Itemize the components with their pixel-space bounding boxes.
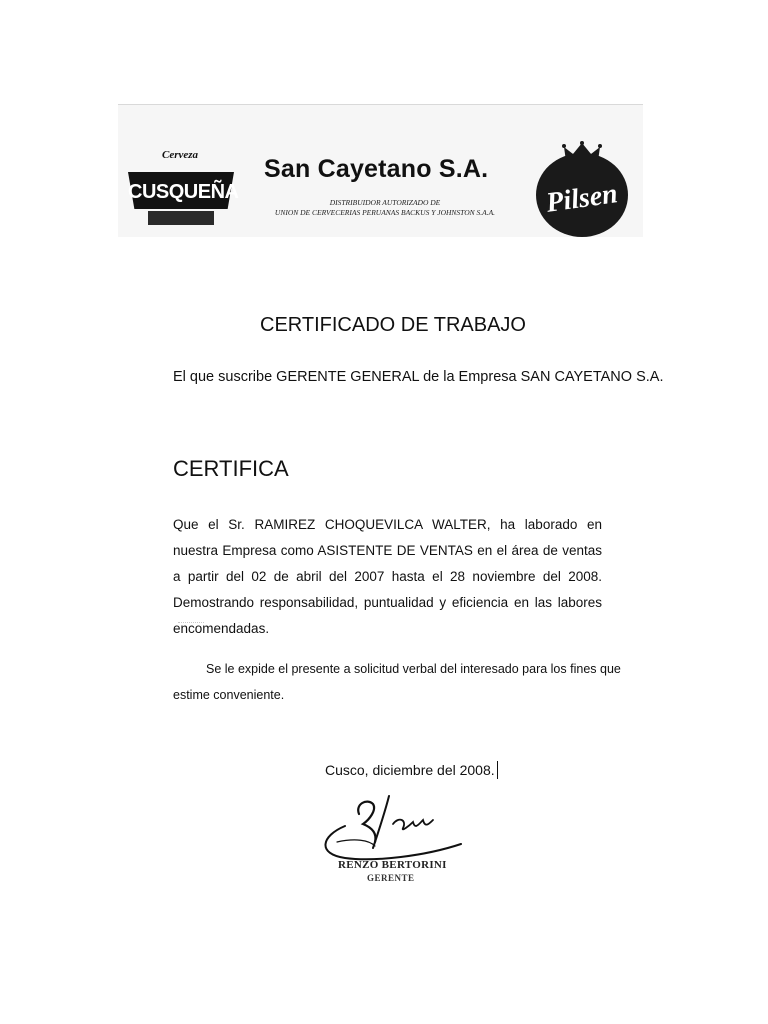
intro-line: El que suscribe GERENTE GENERAL de la Empresa SAN CAYETANO S.A. xyxy=(173,369,664,385)
faint-dotted-mark xyxy=(178,622,204,625)
cusquena-logo-stripe xyxy=(148,211,214,225)
certifica-heading: CERTIFICA xyxy=(173,456,289,481)
pilsen-logo-text: Pilsen xyxy=(544,178,620,219)
place-date-text: Cusco, diciembre del 2008. xyxy=(325,762,495,778)
issuance-paragraph: Se le expide el presente a solicitud verbal del interesado para los fines que estime conveniente. xyxy=(173,662,621,702)
employment-paragraph: Que el Sr. RAMIREZ CHOQUEVILCA WALTER, ha laborado en nuestra Empresa como ASISTENTE DE VENTAS en el área de ventas a partir del 02 de abril del 2007 hasta el 28 noviembre del 2008. Demostrando responsabilidad, puntualidad y eficiencia en las labores encomendadas. xyxy=(173,517,602,636)
handwritten-signature xyxy=(315,790,465,870)
company-subtitle xyxy=(270,198,500,218)
signatory-name: RENZO BERTORINI xyxy=(338,859,447,871)
letterhead xyxy=(118,104,643,237)
text-cursor xyxy=(497,761,498,779)
place-date xyxy=(325,761,498,779)
crown-icon xyxy=(562,141,602,163)
cusquena-logo-small-text: Cerveza xyxy=(162,149,199,161)
pilsen-logo xyxy=(530,141,634,237)
document-title: CERTIFICADO DE TRABAJO xyxy=(260,314,526,336)
signatory-role: GERENTE xyxy=(367,873,415,883)
company-name: San Cayetano S.A. xyxy=(264,155,489,183)
cusquena-logo xyxy=(128,145,239,231)
company-subtitle-line-2: UNION DE CERVECERIAS PERUANAS BACKUS Y JOHNSTON S.A.A. xyxy=(274,208,496,217)
cusquena-logo-text: CUSQUEÑA xyxy=(128,181,239,203)
company-subtitle-line-1: DISTRIBUIDOR AUTORIZADO DE xyxy=(329,198,441,207)
